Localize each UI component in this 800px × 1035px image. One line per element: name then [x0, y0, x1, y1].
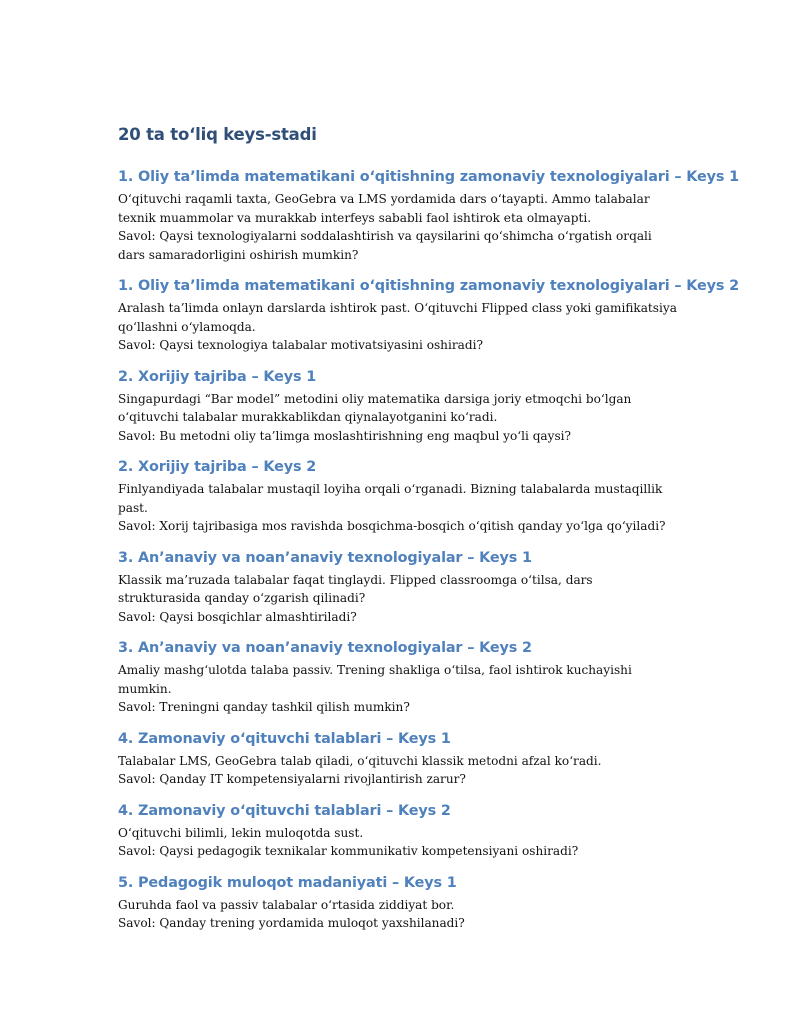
case-heading: 3. An’anaviy va noan’anaviy texnologiyalar – Keys 2: [118, 640, 532, 656]
case-body: [118, 390, 678, 446]
case-body: [118, 752, 678, 789]
case-3-1: [118, 548, 678, 627]
case-question: Savol: Xorij tajribasiga mos ravishda bosqichma-bosqich o‘qitish qanday yo‘lga qo‘yiladi?: [118, 519, 666, 533]
case-question: Savol: Qaysi texnologiya talabalar motivatsiyasini oshiradi?: [118, 338, 483, 352]
case-2-2: [118, 457, 678, 536]
case-description: O‘qituvchi bilimli, lekin muloqotda sust.: [118, 825, 364, 840]
case-description: O‘qituvchi raqamli taxta, GeoGebra va LMS yordamida dars o‘tayapti. Ammo talabalar texnik muammolar va murakkab interfeys sababli faol ishtirok eta olmayapti.: [118, 192, 650, 225]
case-4-2: [118, 801, 678, 861]
case-body: [118, 299, 678, 355]
case-heading: 4. Zamonaviy o‘qituvchi talablari – Keys 1: [118, 730, 451, 747]
case-3-2: [118, 638, 678, 717]
document-title: 20 ta to‘liq keys-stadi: [118, 125, 317, 144]
case-heading: 2. Xorijiy tajriba – Keys 2: [118, 459, 317, 475]
case-1-1: [118, 167, 739, 264]
case-question: Savol: Qaysi bosqichlar almashtiriladi?: [118, 609, 357, 624]
case-heading: 2. Xorijiy tajriba – Keys 1: [118, 368, 317, 385]
case-question: Savol: Qanday IT kompetensiyalarni rivojlantirish zarur?: [118, 772, 466, 786]
case-2-1: [118, 367, 678, 446]
case-heading: 1. Oliy ta’limda matematikani o‘qitishning zamonaviy texnologiyalari – Keys 2: [118, 278, 739, 294]
case-body: [118, 190, 678, 264]
case-body: [118, 896, 678, 933]
case-4-1: [118, 729, 678, 789]
case-5-1: [118, 873, 678, 933]
case-description: Klassik ma’ruzada talabalar faqat tinglaydi. Flipped classroomga o‘tilsa, dars strukturasida qanday o‘zgarish qilinadi?: [118, 572, 593, 605]
case-question: Savol: Qanday trening yordamida muloqot yaxshilanadi?: [118, 916, 465, 930]
case-heading: 3. An’anaviy va noan’anaviy texnologiyalar – Keys 1: [118, 549, 532, 566]
case-description: Amaliy mashg‘ulotda talaba passiv. Trening shakliga o‘tilsa, faol ishtirok kuchayishi mumkin.: [118, 663, 632, 696]
case-body: [118, 824, 678, 861]
document-page: [118, 122, 739, 945]
case-description: Talabalar LMS, GeoGebra talab qiladi, o‘qituvchi klassik metodni afzal ko‘radi.: [118, 753, 602, 768]
case-body: [118, 571, 678, 627]
case-description: Aralash ta’limda onlayn darslarda ishtirok past. O‘qituvchi Flipped class yoki gamifikatsiya qo‘llashni o‘ylamoqda.: [118, 301, 677, 334]
case-heading: 1. Oliy ta’limda matematikani o‘qitishning zamonaviy texnologiyalari – Keys 1: [118, 169, 739, 185]
case-body: [118, 661, 678, 717]
case-1-2: [118, 276, 739, 355]
case-question: Savol: Qaysi texnologiyalarni soddalashtirish va qaysilarini qo‘shimcha o‘rgatish orqali dars samaradorligini oshirish mumkin?: [118, 229, 652, 262]
case-heading: 5. Pedagogik muloqot madaniyati – Keys 1: [118, 874, 457, 891]
case-description: Finlyandiyada talabalar mustaqil loyiha orqali o‘rganadi. Bizning talabalarda mustaqillik past.: [118, 482, 663, 515]
case-heading: 4. Zamonaviy o‘qituvchi talablari – Keys 2: [118, 802, 451, 819]
case-question: Savol: Treningni qanday tashkil qilish mumkin?: [118, 700, 410, 714]
case-question: Savol: Bu metodni oliy ta’limga moslashtirishning eng maqbul yo‘li qaysi?: [118, 428, 572, 443]
case-body: [118, 480, 678, 536]
case-question: Savol: Qaysi pedagogik texnikalar kommunikativ kompetensiyani oshiradi?: [118, 844, 579, 858]
case-description: Guruhda faol va passiv talabalar o‘rtasida ziddiyat bor.: [118, 897, 455, 912]
case-description: Singapurdagi “Bar model” metodini oliy matematika darsiga joriy etmoqchi bo‘lgan o‘qituvchi talabalar murakkablikdan qiynalayotganini ko‘radi.: [118, 391, 632, 424]
